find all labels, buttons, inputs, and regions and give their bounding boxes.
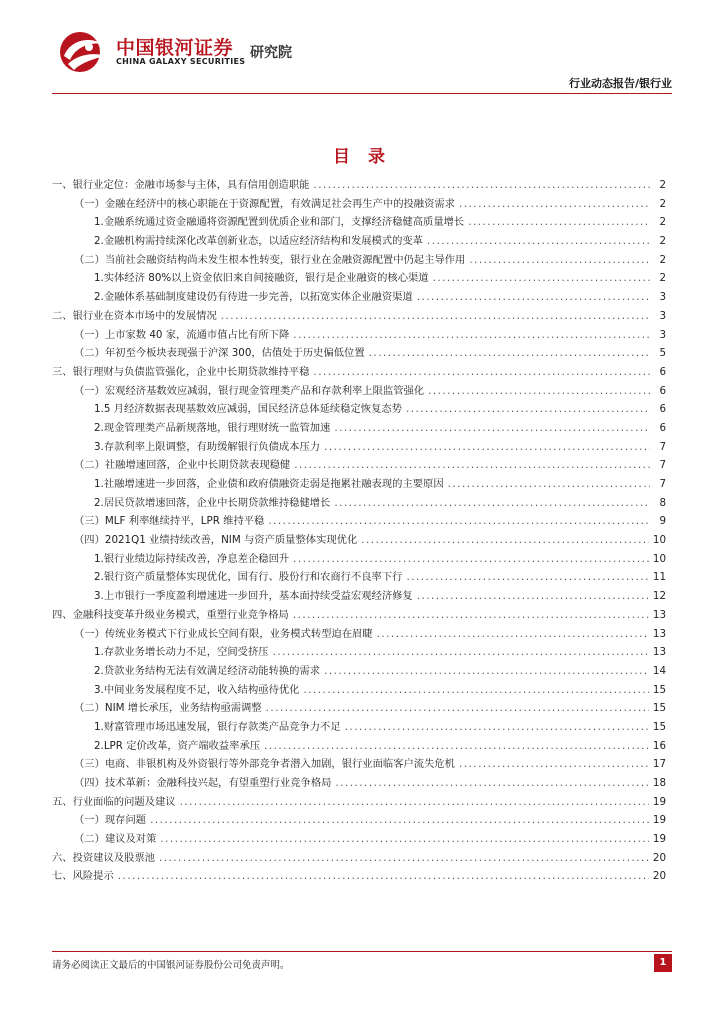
toc-leader-dots (266, 699, 649, 718)
institute-label: 研究院 (250, 45, 292, 61)
toc-leader-dots (303, 681, 648, 700)
toc-entry-page: 10 (652, 534, 666, 547)
toc-entry[interactable] (52, 531, 666, 550)
toc-entry-page: 10 (652, 552, 666, 565)
toc-entry-page: 9 (659, 515, 666, 528)
toc-entry[interactable] (52, 755, 666, 774)
toc-leader-dots (417, 288, 650, 307)
toc-entry[interactable] (52, 382, 666, 401)
toc-leader-dots (324, 662, 649, 681)
toc-entry-text: 1.社融增速进一步回落，企业债和政府债融资走弱是拖累社融表现的主要原因 (94, 478, 444, 490)
toc-entry-page: 14 (652, 664, 666, 677)
toc-entry[interactable] (52, 475, 666, 494)
toc-leader-dots (313, 363, 650, 382)
toc-entry-page: 6 (659, 403, 666, 416)
logo-chinese-name: 中国银河证券 (116, 37, 234, 59)
toc-entry-page: 19 (652, 814, 666, 827)
toc-entry-page: 2 (659, 253, 666, 266)
toc-entry-text: 2.金融体系基础制度建设仍有待进一步完善，以拓宽实体企业融资渠道 (94, 291, 413, 304)
toc-leader-dots (294, 456, 650, 475)
toc-entry-page: 6 (659, 365, 666, 378)
toc-leader-dots (459, 195, 650, 214)
toc-entry-text: （一）传统业务模式下行业成长空间有限，业务模式转型迫在眉睫 (74, 627, 373, 640)
report-type: 行业动态报告/银行业 (568, 77, 672, 90)
toc-leader-dots (150, 811, 649, 830)
toc-entry-text: 三、银行理财与负债监管强化，企业中长期贷款维持平稳 (52, 365, 310, 378)
toc-entry[interactable] (52, 494, 666, 513)
toc-entry-text: 2.贷款业务结构无法有效满足经济动能转换的需求 (94, 664, 321, 677)
toc-entry[interactable] (52, 774, 666, 793)
toc-entry-text: （二）年初至今板块表现强于沪深 300，估值处于历史偏低位置 (74, 347, 365, 360)
toc-entry-text: （四）技术革新：金融科技兴起，有望重塑行业竞争格局 (74, 777, 332, 789)
toc-entry-page: 2 (659, 216, 666, 229)
toc-leader-dots (468, 213, 650, 232)
toc-entry[interactable] (52, 251, 666, 270)
toc-leader-dots (313, 176, 650, 195)
toc-leader-dots (361, 531, 649, 550)
toc-entry-text: 四、金融科技变革升级业务模式，重塑行业竞争格局 (52, 608, 289, 621)
toc-leader-dots (459, 755, 649, 774)
toc-entry[interactable] (52, 176, 666, 195)
toc-entry[interactable] (52, 643, 666, 662)
toc-entry[interactable] (52, 699, 666, 718)
toc-entry-text: 1.银行业绩边际持续改善，净息差企稳回升 (94, 552, 290, 565)
toc-entry[interactable] (52, 512, 666, 531)
toc-entry-text: 1.财富管理市场迅速发展，银行存款类产品竞争力不足 (94, 720, 341, 733)
toc-entry-text: （二）NIM 增长承压，业务结构亟需调整 (74, 702, 262, 715)
toc-entry-page: 2 (659, 197, 666, 210)
toc-entry-page: 15 (652, 702, 666, 715)
toc-leader-dots (334, 419, 650, 438)
toc-entry-text: （二）社融增速回落，企业中长期贷款表现稳健 (74, 459, 291, 472)
toc-leader-dots (406, 568, 648, 587)
toc-leader-dots (433, 269, 650, 288)
toc-entry-page: 20 (652, 851, 666, 864)
toc-entry-page: 18 (652, 777, 666, 789)
toc-entry-text: 3.上市银行一季度盈利增速进一步回升，基本面持续受益宏观经济修复 (94, 590, 413, 603)
toc-entry-text: 3.存款利率上限调整，有助缓解银行负债成本压力 (94, 440, 321, 453)
toc-entry-page: 6 (659, 421, 666, 434)
toc-entry-page: 11 (652, 571, 666, 584)
toc-entry-text: 六、投资建议及股票池 (52, 851, 155, 864)
toc-entry-page: 12 (652, 590, 666, 603)
toc-leader-dots (334, 494, 650, 513)
disclaimer: 请务必阅读正文最后的中国银河证券股份公司免责声明。 (52, 960, 290, 971)
toc-entry-page: 3 (659, 309, 666, 322)
toc-entry-page: 13 (652, 608, 666, 621)
toc-leader-dots (448, 475, 650, 494)
toc-entry-page: 7 (659, 478, 666, 490)
toc-entry-text: 五、行业面临的问题及建议 (52, 795, 176, 808)
toc-entry-text: （二）建议及对策 (74, 833, 157, 846)
toc-leader-dots (335, 774, 648, 793)
toc-entry-text: （三）电商、非银机构及外资银行等外部竞争者潜入加剧，银行业面临客户流失危机 (74, 758, 455, 771)
toc-entry[interactable] (52, 587, 666, 606)
toc-entry-page: 8 (659, 496, 666, 509)
toc-entry-text: （一）金融在经济中的核心职能在于资源配置，有效满足社会再生产中的投融资需求 (74, 197, 455, 210)
toc-entry-page: 5 (659, 347, 666, 360)
toc-leader-dots (469, 251, 650, 270)
company-logo (56, 30, 306, 74)
toc-entry-text: 2.LPR 定价改革，资产端收益率承压 (94, 739, 261, 752)
toc-entry[interactable] (52, 344, 666, 363)
toc-leader-dots (293, 606, 649, 625)
toc-entry[interactable] (52, 438, 666, 457)
footer-divider (52, 951, 672, 952)
toc-leader-dots (118, 867, 649, 886)
toc-entry[interactable] (52, 288, 666, 307)
toc-leader-dots (180, 793, 649, 812)
toc-leader-dots (264, 737, 649, 756)
toc-entry[interactable] (52, 830, 666, 849)
toc-entry[interactable] (52, 811, 666, 830)
toc-entry-text: （二）当前社会融资结构尚未发生根本性转变，银行业在金融资源配置中仍起主导作用 (74, 253, 466, 266)
toc-entry-text: 2.金融机构需持续深化改革创新业态，以适应经济结构和发展模式的变革 (94, 235, 424, 248)
toc-leader-dots (293, 550, 649, 569)
toc-entry[interactable] (52, 849, 666, 868)
toc-entry-text: 七、风险提示 (52, 870, 114, 883)
galaxy-logo-icon (56, 30, 108, 74)
toc-entry[interactable] (52, 213, 666, 232)
toc-leader-dots (221, 307, 650, 326)
toc-leader-dots (273, 643, 649, 662)
toc-entry-page: 2 (659, 272, 666, 285)
toc-entry[interactable] (52, 195, 666, 214)
toc-leader-dots (369, 344, 650, 363)
toc-entry[interactable] (52, 400, 666, 419)
toc-entry-text: 1.金融系统通过资金融通将资源配置到优质企业和部门，支撑经济稳健高质量增长 (94, 216, 465, 229)
toc-leader-dots (345, 718, 649, 737)
toc-entry-page: 13 (652, 627, 666, 640)
toc-entry-page: 19 (652, 795, 666, 808)
toc-leader-dots (160, 830, 649, 849)
toc-entry-text: （一）上市家数 40 家，流通市值占比有所下降 (74, 328, 290, 341)
toc-entry-page: 3 (659, 328, 666, 341)
header-divider (52, 93, 672, 94)
toc-entry[interactable] (52, 232, 666, 251)
toc-entry[interactable] (52, 662, 666, 681)
toc-leader-dots (427, 232, 650, 251)
toc-leader-dots (428, 382, 650, 401)
toc-entry-page: 16 (652, 739, 666, 752)
toc-leader-dots (417, 587, 649, 606)
toc-leader-dots (324, 438, 650, 457)
table-of-contents (52, 176, 666, 886)
toc-entry-page: 7 (659, 440, 666, 453)
toc-entry-page: 15 (652, 683, 666, 696)
toc-entry-page: 2 (659, 179, 666, 191)
toc-entry[interactable] (52, 419, 666, 438)
toc-entry-page: 19 (652, 833, 666, 846)
toc-title: 目 录 (333, 147, 391, 167)
toc-entry-text: 2.现金管理类产品新规落地，银行理财统一监管加速 (94, 421, 331, 434)
toc-entry[interactable] (52, 606, 666, 625)
toc-entry[interactable] (52, 363, 666, 382)
toc-entry[interactable] (52, 269, 666, 288)
toc-entry-text: 1.实体经济 80%以上资金依旧来自间接融资，银行是企业融资的核心渠道 (94, 272, 429, 285)
toc-entry-text: 一、银行业定位：金融市场参与主体，具有信用创造职能 (52, 179, 310, 191)
toc-entry-text: 1.5 月经济数据表现基数效应减弱，国民经济总体延续稳定恢复态势 (94, 403, 402, 416)
toc-entry-text: 2.居民贷款增速回落，企业中长期贷款维持稳健增长 (94, 496, 331, 509)
toc-leader-dots (159, 849, 649, 868)
toc-entry[interactable] (52, 867, 666, 886)
toc-entry-text: 1.存款业务增长动力不足，空间受挤压 (94, 646, 269, 659)
toc-entry[interactable] (52, 793, 666, 812)
toc-entry[interactable] (52, 737, 666, 756)
toc-entry-page: 20 (652, 870, 666, 883)
toc-entry-text: （一）宏观经济基数效应减弱，银行现金管理类产品和存款利率上限监管强化 (74, 384, 425, 397)
toc-entry-text: 3.中间业务发展程度不足，收入结构亟待优化 (94, 683, 300, 696)
toc-leader-dots (377, 625, 649, 644)
toc-entry-page: 7 (659, 459, 666, 472)
toc-entry[interactable] (52, 456, 666, 475)
page-number: 1 (654, 954, 672, 972)
toc-entry-text: 2.银行资产质量整体实现优化，国有行、股份行和农商行不良率下行 (94, 571, 403, 584)
toc-entry[interactable] (52, 625, 666, 644)
toc-leader-dots (406, 400, 650, 419)
toc-entry-text: 二、银行业在资本市场中的发展情况 (52, 309, 217, 322)
toc-entry-text: （四）2021Q1 业绩持续改善，NIM 与资产质量整体实现优化 (74, 534, 358, 547)
toc-entry-page: 13 (652, 646, 666, 659)
toc-entry[interactable] (52, 326, 666, 345)
toc-entry-page: 2 (659, 235, 666, 248)
toc-leader-dots (293, 326, 650, 345)
toc-entry-page: 3 (659, 291, 666, 304)
toc-entry-text: （一）现存问题 (74, 814, 147, 827)
toc-entry-page: 17 (652, 758, 666, 771)
toc-entry[interactable] (52, 568, 666, 587)
toc-entry[interactable] (52, 718, 666, 737)
toc-entry-page: 6 (659, 384, 666, 397)
toc-entry[interactable] (52, 550, 666, 569)
toc-entry-text: （三）MLF 利率继续持平，LPR 维持平稳 (74, 515, 265, 528)
logo-english-name: CHINA GALAXY SECURITIES (116, 57, 246, 66)
toc-entry[interactable] (52, 307, 666, 326)
toc-leader-dots (268, 512, 650, 531)
toc-entry-page: 15 (652, 720, 666, 733)
toc-entry[interactable] (52, 681, 666, 700)
